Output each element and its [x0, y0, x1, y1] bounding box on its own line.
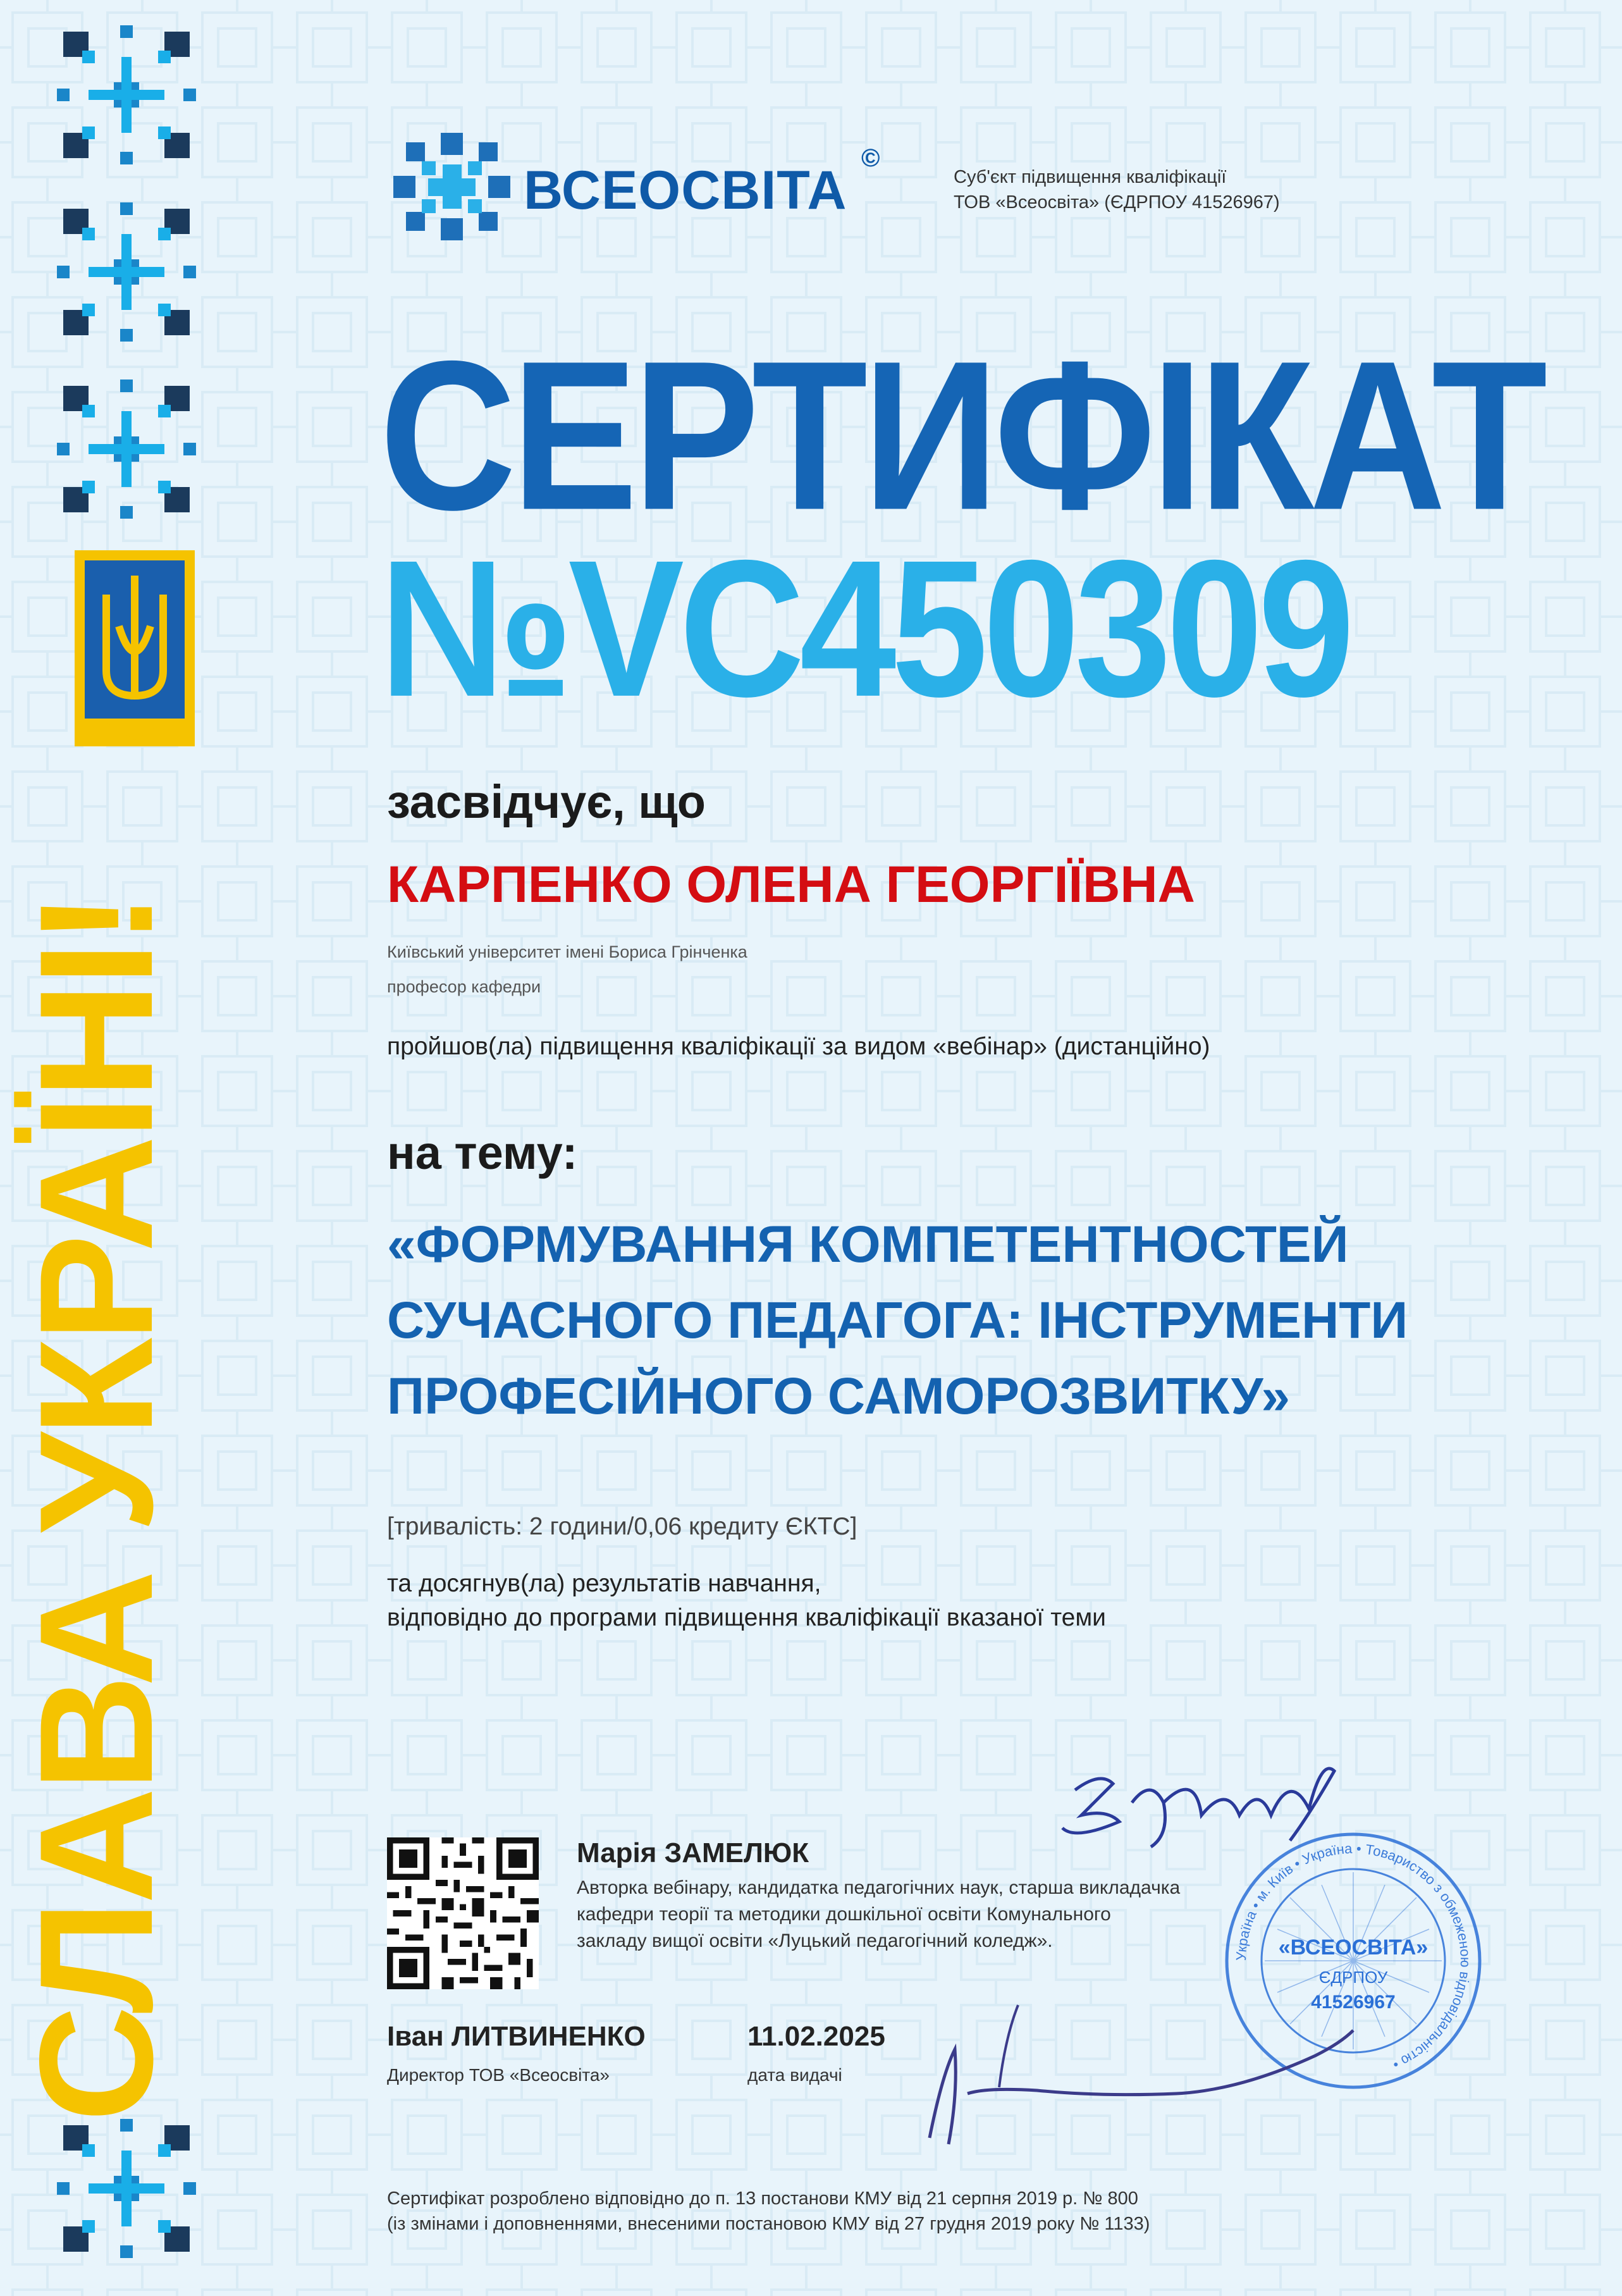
topic-line-1: «ФОРМУВАННЯ КОМПЕТЕНТНОСТЕЙ: [387, 1216, 1349, 1273]
recipient-organization: Київський університет імені Бориса Грінченка: [387, 942, 747, 961]
author-desc-line-2: кафедри теорії та методики дошкільної освіти Комунального: [577, 1904, 1111, 1925]
topic-line-2: СУЧАСНОГО ПЕДАГОГА: ІНСТРУМЕНТИ: [387, 1292, 1408, 1349]
author-desc-line-1: Авторка вебінару, кандидатка педагогічних наук, старша викладачка: [577, 1877, 1181, 1898]
results-line-2: відповідно до програми підвищення кваліфікації вказаної теми: [387, 1604, 1106, 1631]
duration-text: [тривалість: 2 години/0,06 кредиту ЄКТС]: [387, 1513, 857, 1540]
issue-date: 11.02.2025: [747, 2021, 885, 2052]
tryzub-icon: [75, 550, 195, 746]
recipient-name: КАРПЕНКО ОЛЕНА ГЕОРГІЇВНА: [387, 856, 1195, 913]
stamp-edrpou: ЄДРПОУ: [1318, 1968, 1388, 1987]
completion-text: пройшов(ла) підвищення кваліфікації за видом «вебінар» (дистанційно): [387, 1033, 1210, 1060]
author-desc-line-3: закладу вищої освіти «Луцький педагогічний коледж».: [577, 1930, 1053, 1951]
author-name: Марія ЗАМЕЛЮК: [577, 1837, 809, 1868]
certificate-number: №VC450309: [379, 520, 1350, 738]
stamp-code: 41526967: [1311, 1992, 1396, 2013]
issue-date-label: дата видачі: [747, 2065, 842, 2085]
provider-line-1: Суб'єкт підвищення кваліфікації: [954, 167, 1227, 187]
director-name: Іван ЛИТВИНЕНКО: [387, 2021, 646, 2052]
stamp-ring-text: Україна • м. Київ • Україна • Товариство з обмеженою відповідальністю •: [1232, 1840, 1474, 2073]
footer-line-2: (із змінами і доповненнями, внесеними постановою КМУ від 27 грудня 2019 року № 1133): [387, 2214, 1150, 2234]
stamp-center-text: «ВСЕОСВІТА»: [1278, 1935, 1428, 1960]
topic-line-3: ПРОФЕСІЙНОГО САМОРОЗВИТКУ»: [387, 1367, 1290, 1425]
provider-line-2: ТОВ «Всеосвіта» (ЄДРПОУ 41526967): [954, 192, 1280, 213]
director-signature: [911, 1980, 1366, 2157]
slava-ukraini-slogan: СЛАВА УКРАЇНІ!: [6, 895, 187, 2122]
topic-label: на тему:: [387, 1126, 578, 1179]
vseosvita-snowflake-icon: [387, 127, 517, 247]
director-role: Директор ТОВ «Всеосвіта»: [387, 2065, 610, 2085]
logo-copyright: ©: [861, 144, 880, 172]
certificate-title: СЕРТИФІКАТ: [379, 316, 1543, 555]
attests-text: засвідчує, що: [387, 775, 706, 828]
qr-code[interactable]: [387, 1837, 539, 1989]
results-line-1: та досягнув(ла) результатів навчання,: [387, 1570, 821, 1597]
logo-text: ВСЕОСВІТА: [524, 160, 847, 221]
recipient-position: професор кафедри: [387, 977, 541, 996]
footer-line-1: Сертифікат розроблено відповідно до п. 13 постанови КМУ від 21 серпня 2019 р. № 800: [387, 2188, 1138, 2209]
